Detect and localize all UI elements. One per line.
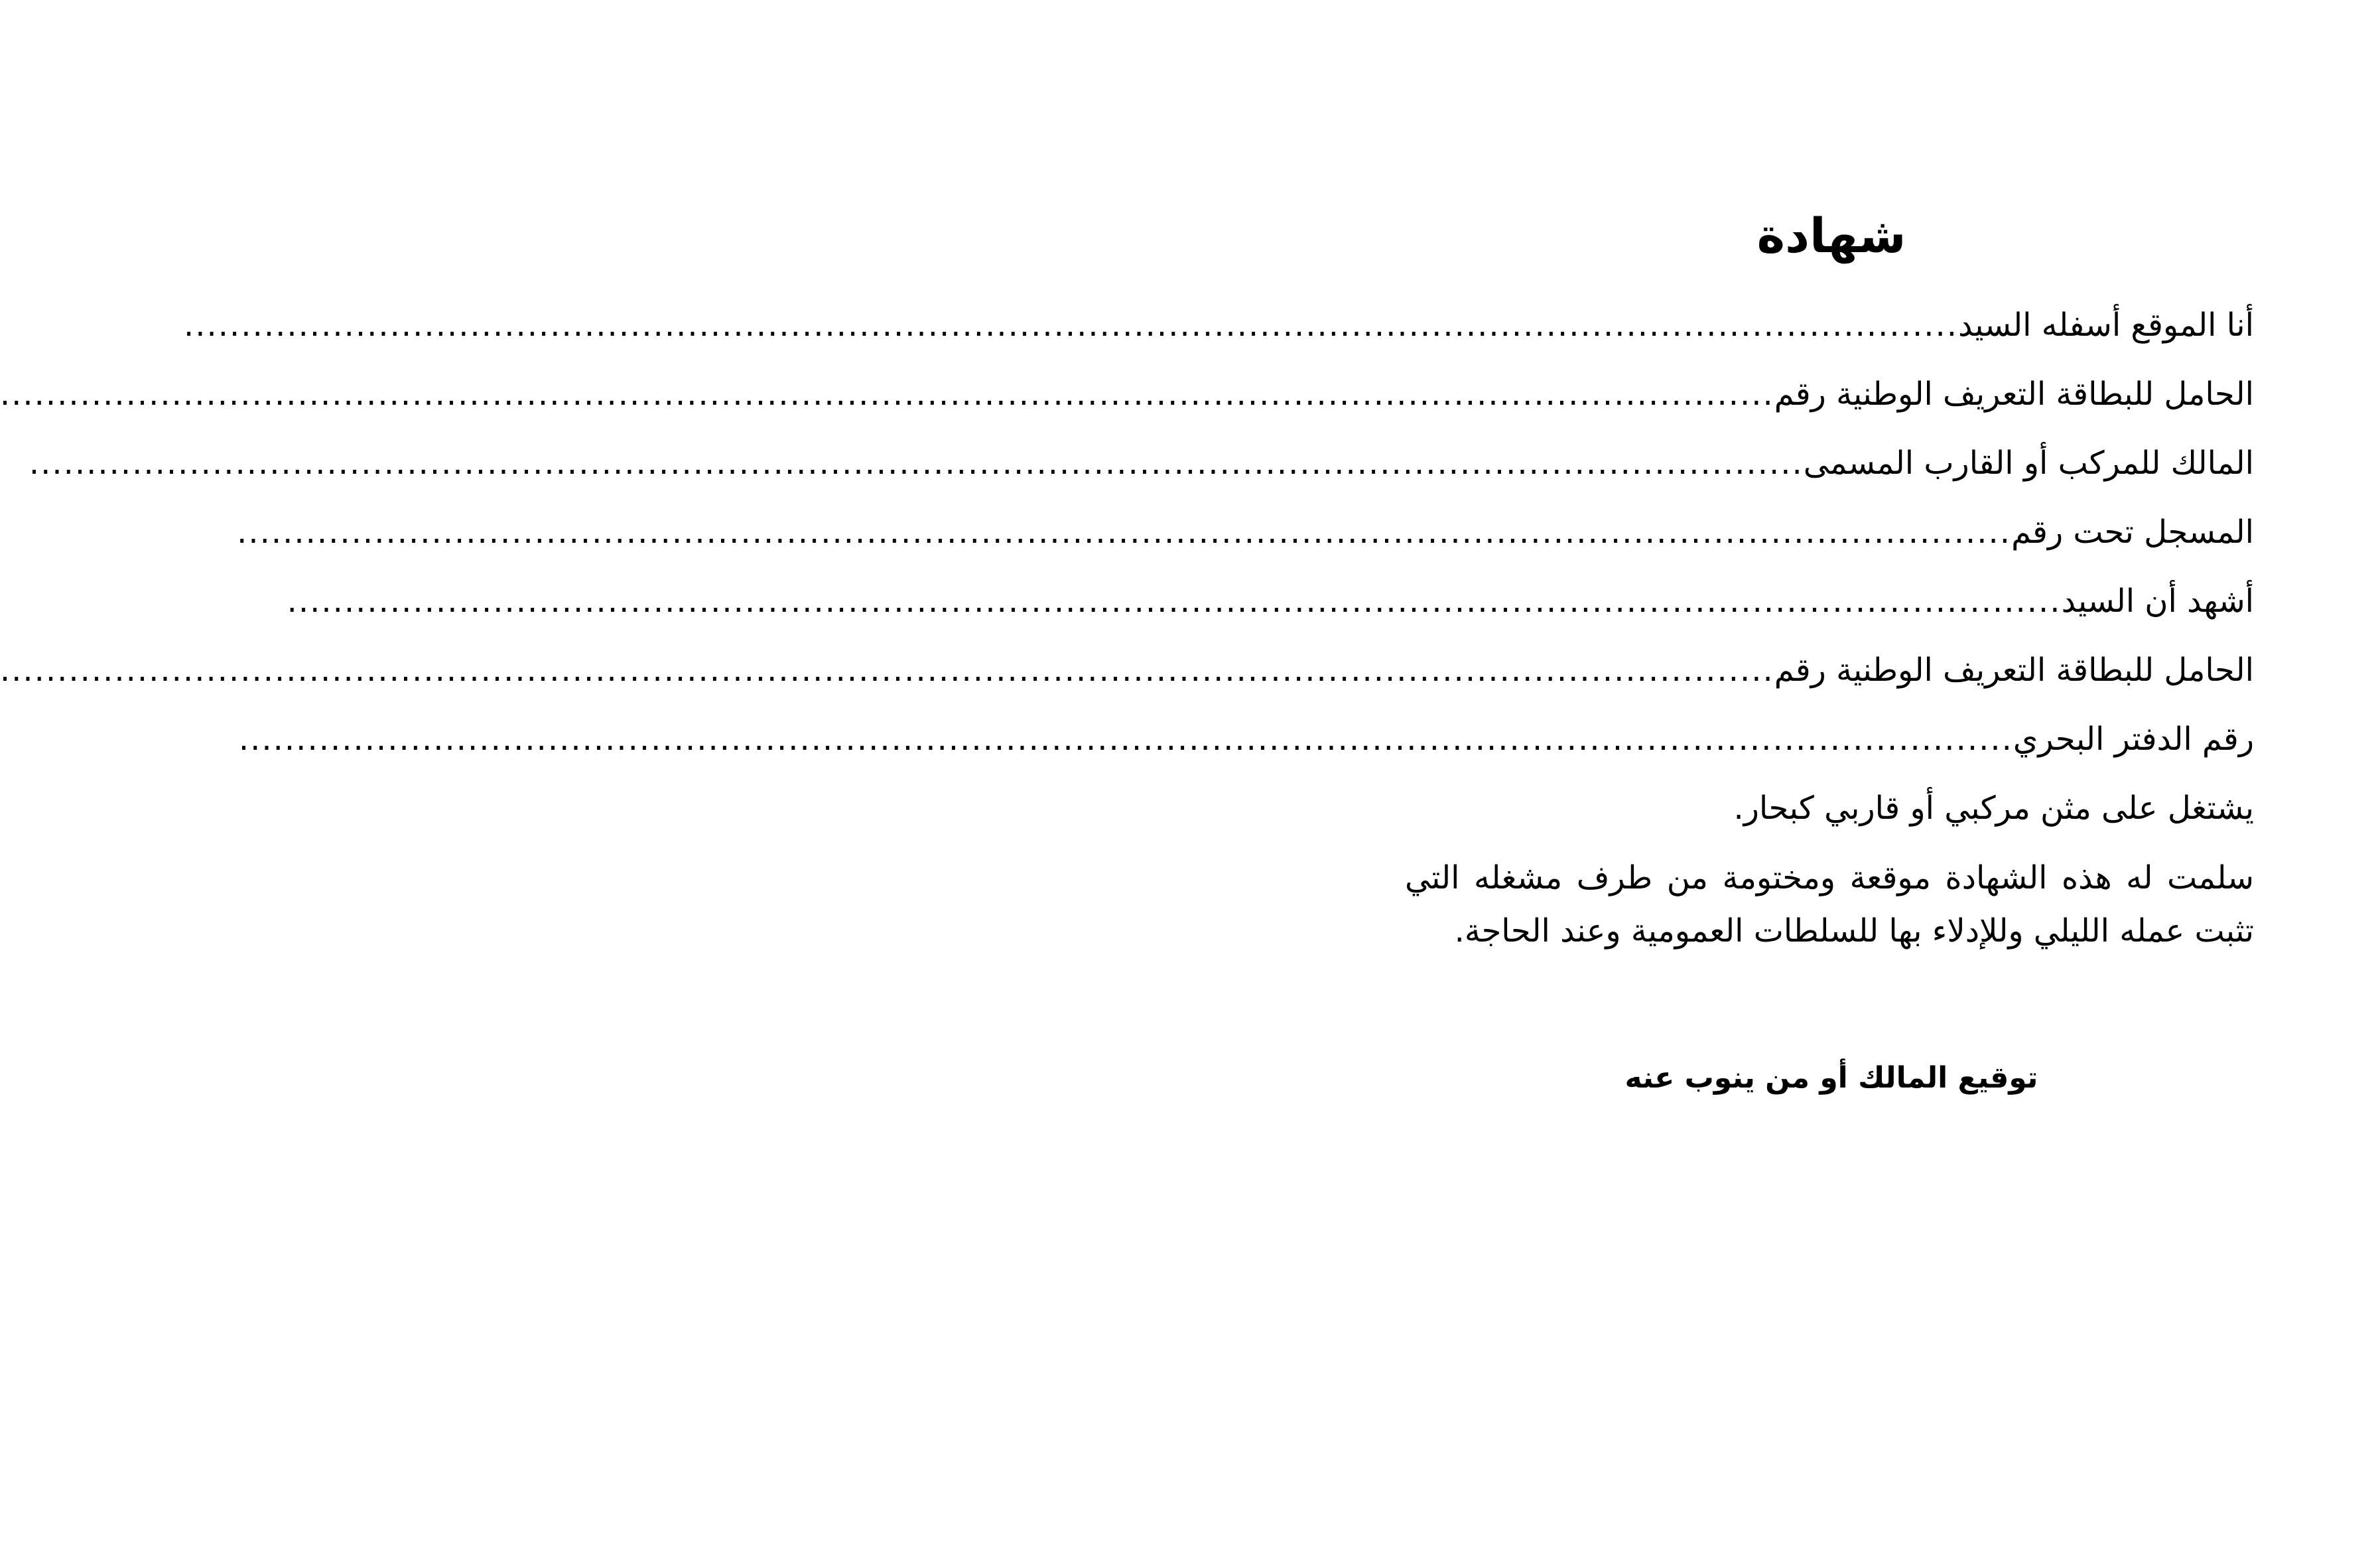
fill-in-dots: ........................................................................................................................................................... bbox=[29, 445, 1804, 482]
field-sailor-id-number bbox=[0, 644, 2254, 697]
field-label: المالك للمركب أو القارب المسمى bbox=[1803, 445, 2254, 482]
field-registration-number bbox=[237, 506, 2254, 559]
field-boat-name bbox=[29, 437, 2254, 490]
fill-in-dots: ........................................................................................................................................................... bbox=[184, 307, 1958, 344]
field-label: أشهد أن السيد bbox=[2061, 583, 2254, 620]
fill-in-dots: ........................................................................................................................................................... bbox=[287, 583, 2062, 620]
document-title: شهادة bbox=[1756, 208, 1906, 263]
fill-in-dots: ........................................................................................................................................................... bbox=[0, 652, 1774, 689]
field-sailor-name bbox=[287, 575, 2254, 628]
work-statement: يشتغل على مثن مركبي أو قاربي كبحار. bbox=[1733, 790, 2254, 827]
field-label: المسجل تحت رقم bbox=[2011, 514, 2254, 551]
field-label: الحامل للبطاقة التعريف الوطنية رقم bbox=[1774, 652, 2254, 689]
field-maritime-booklet-number bbox=[238, 713, 2254, 766]
delivery-statement: سلمت له هذه الشهادة موقعة ومختومة من طرف مشغله التي تثبت عمله الليلي وللإدلاء بها للسلطات العمومية وعند الحاجة. bbox=[1405, 859, 2254, 950]
signature-label: توقيع المالك أو من ينوب عنه bbox=[1624, 1061, 2038, 1095]
fill-in-dots: ........................................................................................................................................................... bbox=[0, 376, 1774, 413]
fill-in-dots: ........................................................................................................................................................... bbox=[237, 514, 2012, 551]
field-label: رقم الدفتر البحري bbox=[2013, 721, 2254, 758]
field-undersigned-name bbox=[184, 299, 2254, 352]
field-label: أنا الموقع أسفله السيد bbox=[1957, 307, 2254, 344]
field-label: الحامل للبطاقة التعريف الوطنية رقم bbox=[1774, 376, 2254, 413]
field-owner-id-number bbox=[0, 368, 2254, 421]
fill-in-dots: ........................................................................................................................................................... bbox=[238, 721, 2013, 758]
